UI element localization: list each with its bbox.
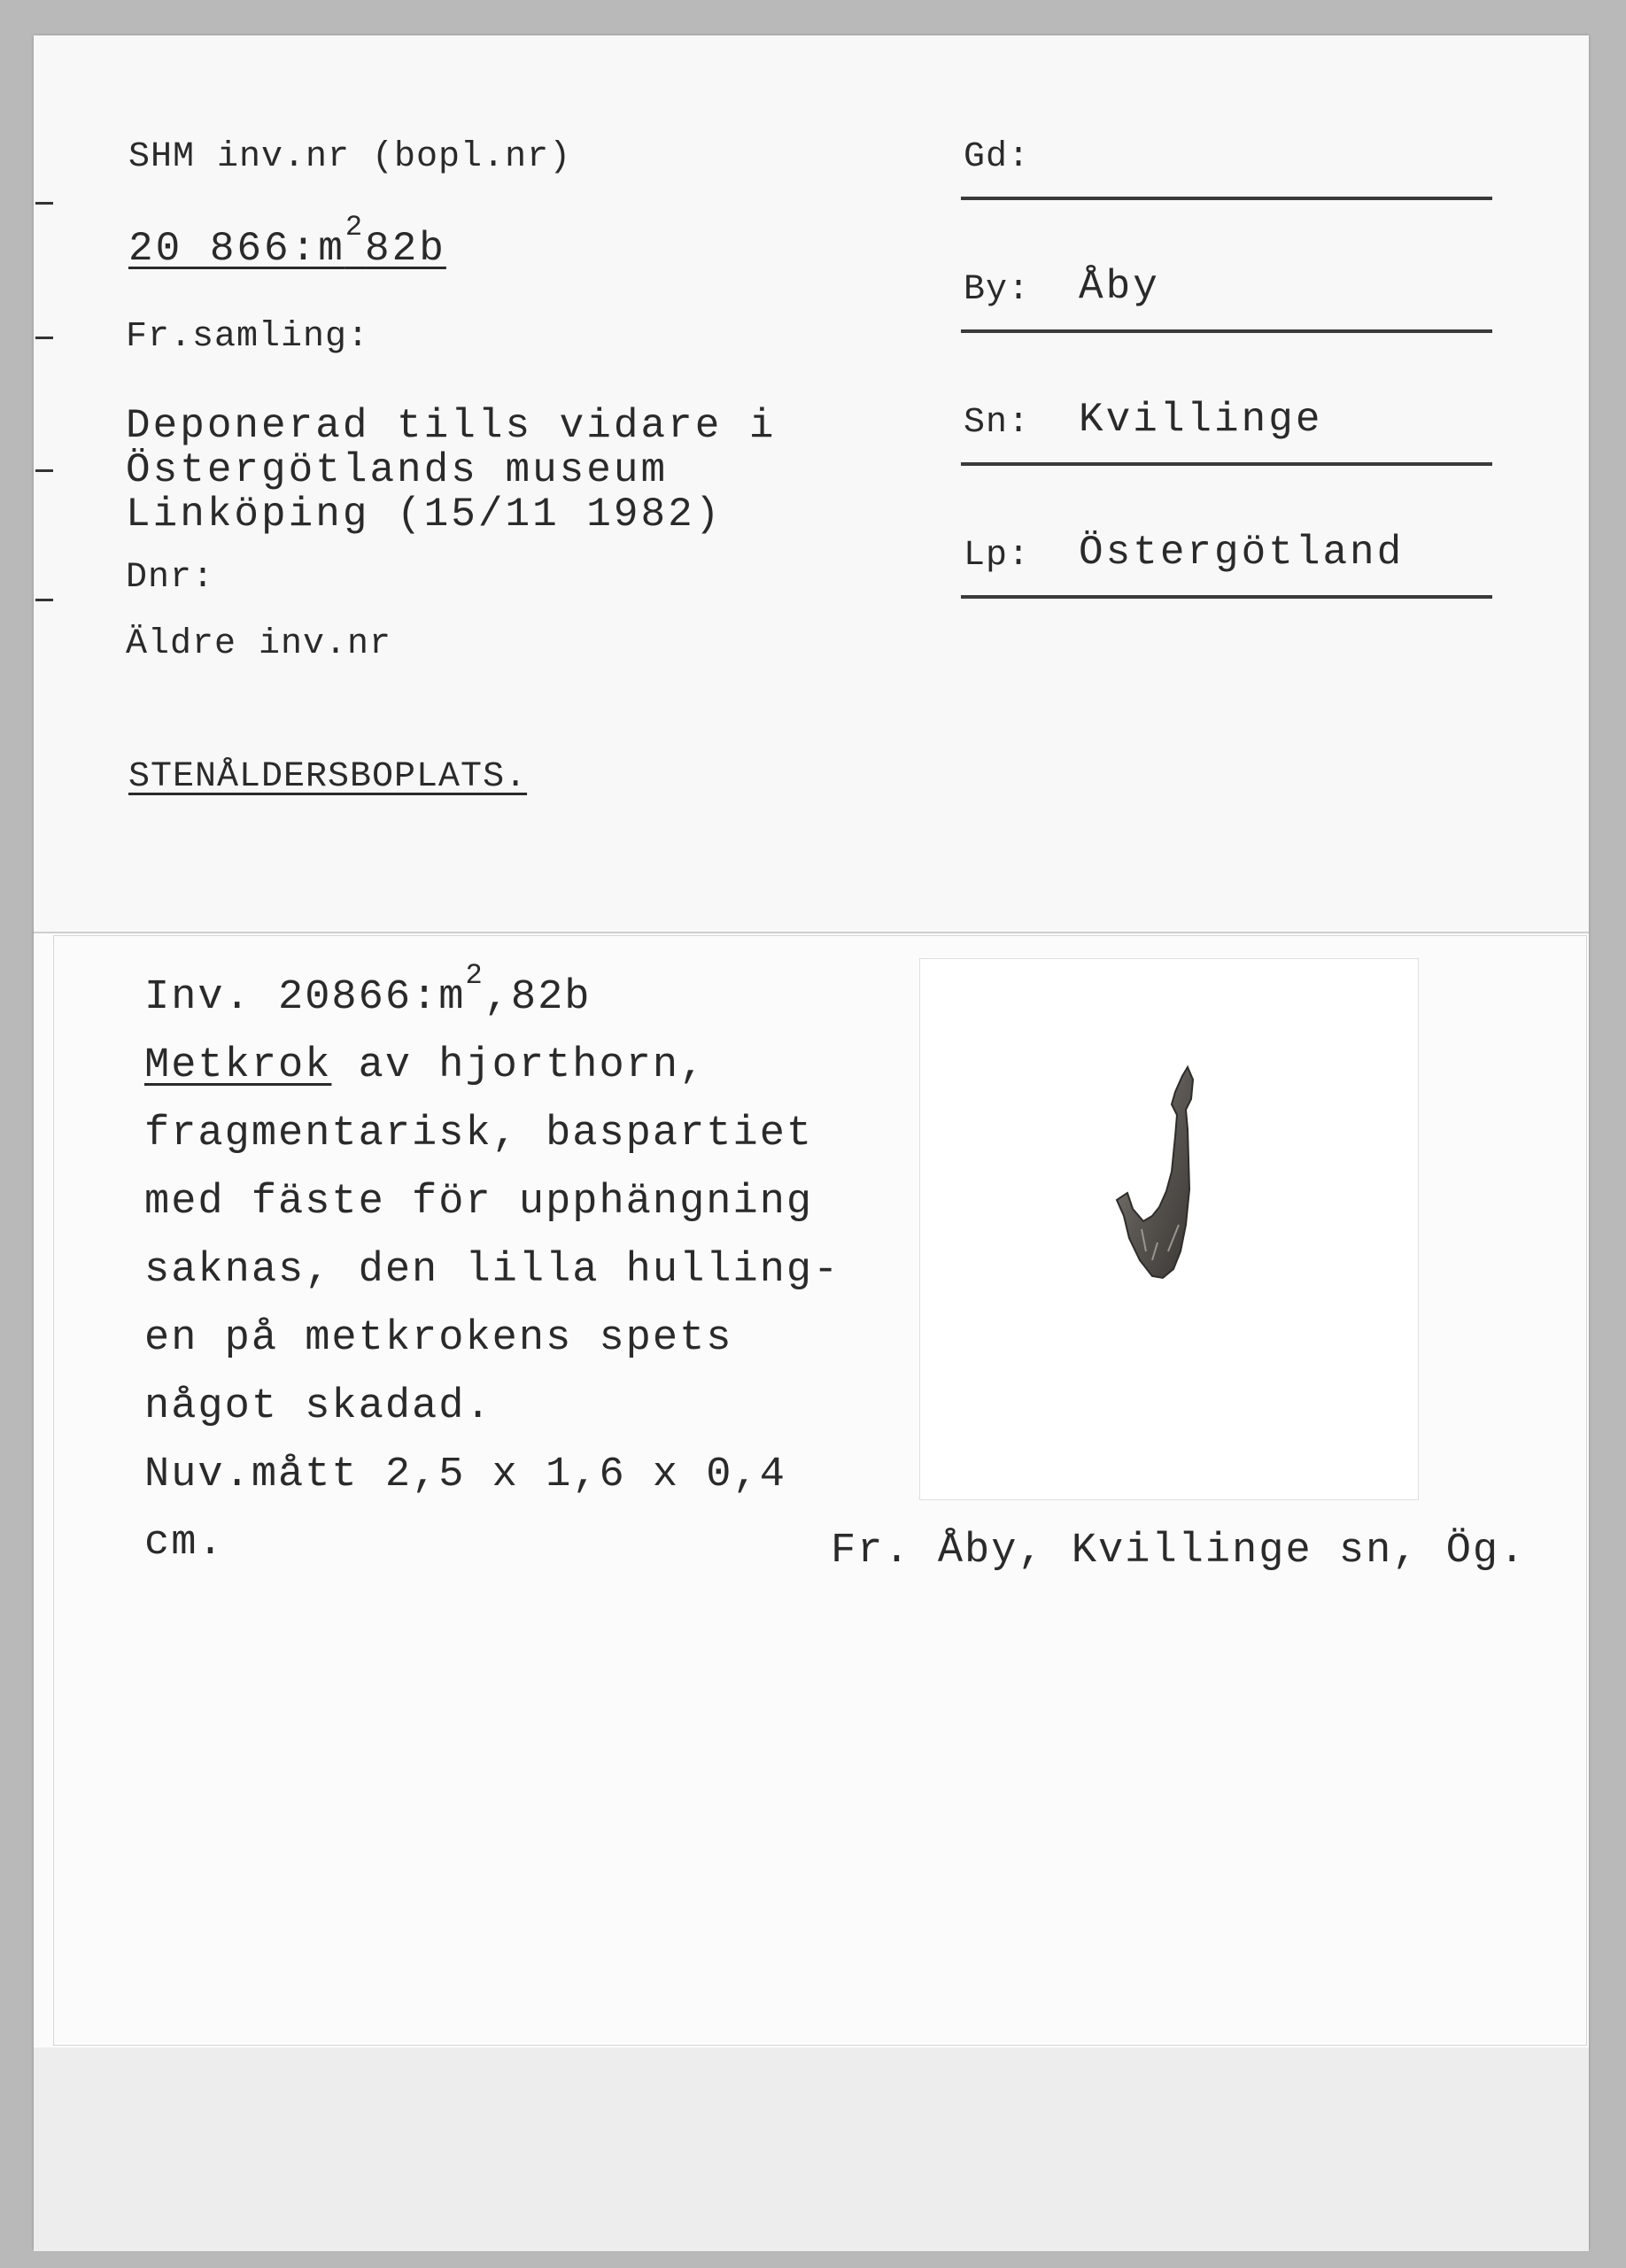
category-heading: STENÅLDERSBOPLATS. <box>128 757 528 797</box>
object-name: Metkrok <box>144 1042 332 1089</box>
lp-value: Östergötland <box>1079 530 1405 576</box>
deponerad-line-3: Linköping (15/11 1982) <box>126 492 723 538</box>
sn-rule <box>961 462 1492 466</box>
inv-number <box>128 211 446 272</box>
desc-line-5: en på metkrokens spets <box>144 1315 733 1362</box>
by-label: By: <box>964 270 1031 310</box>
desc-line-4: saknas, den lilla hulling- <box>144 1247 840 1294</box>
photo-caption: Fr. Åby, Kvillinge sn, Ög. <box>831 1528 1527 1575</box>
desc-line-1 <box>144 1042 706 1089</box>
desc-inv-main: Inv. 20866:m <box>144 974 466 1021</box>
deponerad-line-1: Deponerad tills vidare i <box>126 403 777 449</box>
inv-label: SHM inv.nr (bopl.nr) <box>128 137 572 177</box>
margin-tick <box>35 469 53 472</box>
inv-number-tail: 82b <box>365 226 446 272</box>
desc-inv-number <box>144 959 592 1021</box>
by-value: Åby <box>1079 264 1160 310</box>
inv-number-main: 20 866:m <box>128 226 345 272</box>
bottom-strip <box>34 2047 1589 2251</box>
desc-line-2: fragmentarisk, baspartiet <box>144 1111 814 1157</box>
margin-tick <box>35 599 53 601</box>
desc-inv-tail: ,82b <box>484 974 592 1021</box>
gd-rule <box>961 197 1492 200</box>
desc-line-7: Nuv.mått 2,5 x 1,6 x 0,4 <box>144 1451 786 1498</box>
fish-hook-image <box>920 959 1418 1499</box>
aldre-inv-label: Äldre inv.nr <box>126 624 392 664</box>
sn-label: Sn: <box>964 403 1031 443</box>
desc-line-6: något skadad. <box>144 1383 492 1430</box>
sn-value: Kvillinge <box>1079 397 1323 443</box>
artifact-photo <box>919 958 1419 1500</box>
section-divider <box>34 932 1589 933</box>
desc-line-3: med fäste för upphängning <box>144 1179 814 1226</box>
hook-shape <box>1117 1067 1193 1278</box>
margin-tick <box>35 202 53 205</box>
desc-inv-superscript: 2 <box>465 959 484 992</box>
deponerad-line-2: Östergötlands museum <box>126 447 669 493</box>
desc-line-1-rest: av hjorthorn, <box>331 1042 707 1089</box>
by-rule <box>961 329 1492 333</box>
dnr-label: Dnr: <box>126 558 215 598</box>
margin-tick <box>35 337 53 339</box>
desc-line-8: cm. <box>144 1520 225 1567</box>
lp-rule <box>961 595 1492 599</box>
lp-label: Lp: <box>964 536 1031 576</box>
inv-number-superscript: 2 <box>345 211 366 244</box>
gd-label: Gd: <box>964 137 1031 177</box>
fr-samling-label: Fr.samling: <box>126 317 370 357</box>
